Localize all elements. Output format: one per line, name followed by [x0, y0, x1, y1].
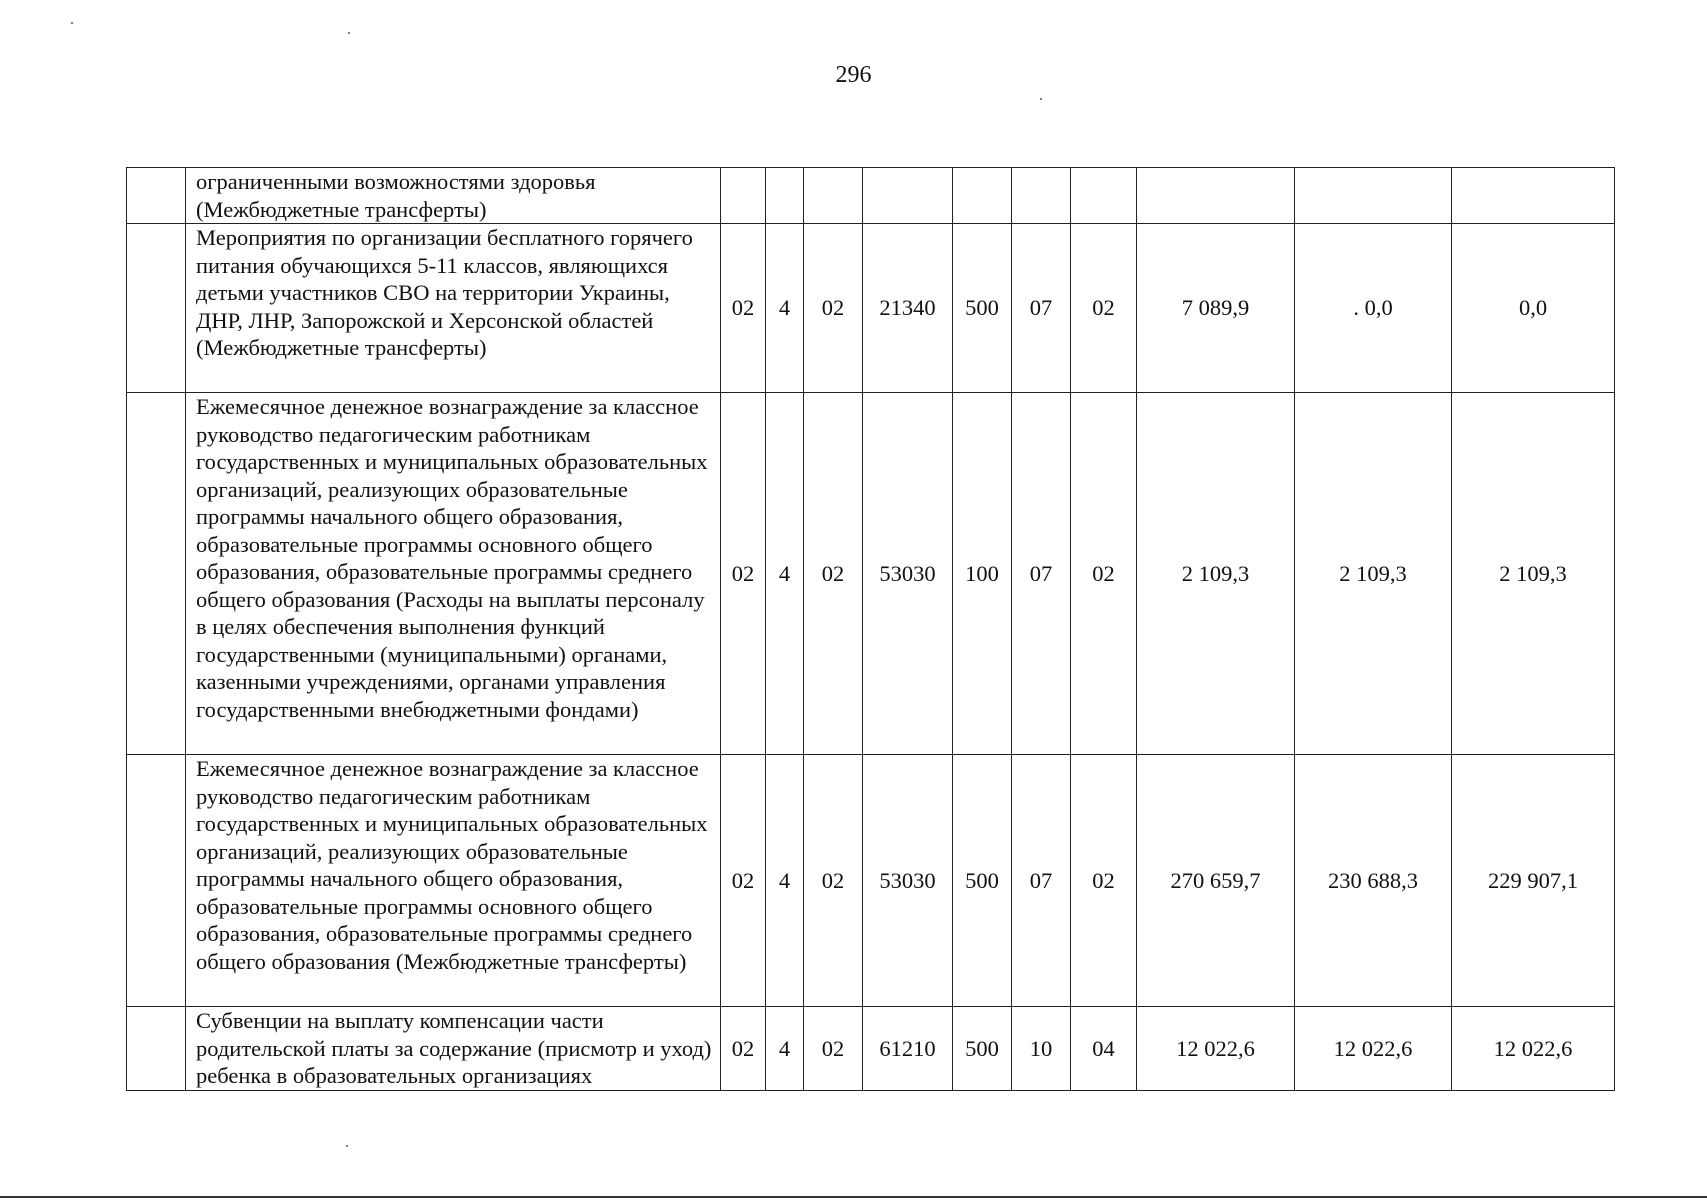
row-description: Ежемесячное денежное вознаграждение за классное руководство педагогическим работникам государственных и муниципальных образовательных организаций, реализующих образовательные программы начального общего образования, образовательные программы основного общего образования, образовательные программы среднего общего образования (Межбюджетные трансферты)	[186, 755, 721, 1007]
amount-year-3	[1452, 168, 1615, 224]
scan-speck	[1040, 98, 1042, 100]
code-section: 07	[1012, 224, 1071, 393]
amount-year-2: 12 022,6	[1295, 1007, 1452, 1091]
code-expense-type: 500	[953, 224, 1012, 393]
code-section	[1012, 168, 1071, 224]
row-index-cell	[127, 755, 186, 1007]
code-subprogram: 02	[804, 224, 863, 393]
code-expense-type: 100	[953, 393, 1012, 755]
code-subprogram-type: 4	[766, 1007, 804, 1091]
row-description: Мероприятия по организации бесплатного горячего питания обучающихся 5-11 классов, являющихся детьми участников СВО на территории Украины, ДНР, ЛНР, Запорожской и Херсонской областей (Межбюджетные трансферты)	[186, 224, 721, 393]
code-subsection: 02	[1071, 224, 1137, 393]
amount-year-2: . 0,0	[1295, 224, 1452, 393]
row-index-cell	[127, 224, 186, 393]
code-program: 02	[721, 755, 766, 1007]
code-program: 02	[721, 224, 766, 393]
code-subprogram: 02	[804, 1007, 863, 1091]
code-subprogram-type	[766, 168, 804, 224]
code-section: 07	[1012, 755, 1071, 1007]
amount-year-1: 7 089,9	[1137, 224, 1295, 393]
code-expense-type: 500	[953, 755, 1012, 1007]
code-expense-type: 500	[953, 1007, 1012, 1091]
code-subprogram: 02	[804, 393, 863, 755]
row-index-cell	[127, 1007, 186, 1091]
page-number: 296	[835, 62, 872, 88]
code-program	[721, 168, 766, 224]
code-section: 10	[1012, 1007, 1071, 1091]
row-description: Субвенции на выплату компенсации части родительской платы за содержание (присмотр и уход) ребенка в образовательных организациях	[186, 1007, 721, 1091]
code-subsection: 02	[1071, 393, 1137, 755]
code-direction: 53030	[863, 393, 953, 755]
code-subsection: 02	[1071, 755, 1137, 1007]
code-direction	[863, 168, 953, 224]
scan-speck	[71, 22, 73, 24]
code-expense-type	[953, 168, 1012, 224]
table-row	[127, 393, 1615, 755]
code-subprogram	[804, 168, 863, 224]
code-subsection: 04	[1071, 1007, 1137, 1091]
scan-speck	[346, 1145, 348, 1147]
scan-speck	[348, 32, 350, 34]
amount-year-2: 230 688,3	[1295, 755, 1452, 1007]
row-index-cell	[127, 168, 186, 224]
amount-year-3: 2 109,3	[1452, 393, 1615, 755]
table-row	[127, 224, 1615, 393]
amount-year-1: 270 659,7	[1137, 755, 1295, 1007]
row-index-cell	[127, 393, 186, 755]
code-direction: 61210	[863, 1007, 953, 1091]
amount-year-3: 0,0	[1452, 224, 1615, 393]
amount-year-1: 12 022,6	[1137, 1007, 1295, 1091]
code-section: 07	[1012, 393, 1071, 755]
table-row	[127, 755, 1615, 1007]
code-direction: 53030	[863, 755, 953, 1007]
amount-year-1	[1137, 168, 1295, 224]
amount-year-1: 2 109,3	[1137, 393, 1295, 755]
table-row	[127, 168, 1615, 224]
scan-edge-line	[0, 1196, 1707, 1198]
amount-year-3: 12 022,6	[1452, 1007, 1615, 1091]
code-subprogram: 02	[804, 755, 863, 1007]
code-program: 02	[721, 393, 766, 755]
amount-year-2	[1295, 168, 1452, 224]
amount-year-2: 2 109,3	[1295, 393, 1452, 755]
row-description: ограниченными возможностями здоровья (Межбюджетные трансферты)	[186, 168, 721, 224]
budget-table	[126, 167, 1615, 1091]
amount-year-3: 229 907,1	[1452, 755, 1615, 1007]
row-description: Ежемесячное денежное вознаграждение за классное руководство педагогическим работникам государственных и муниципальных образовательных организаций, реализующих образовательные программы начального общего образования, образовательные программы основного общего образования, образовательные программы среднего общего образования (Расходы на выплаты персоналу в целях обеспечения выполнения функций государственными (муниципальными) органами, казенными учреждениями, органами управления государственными внебюджетными фондами)	[186, 393, 721, 755]
table-row	[127, 1007, 1615, 1091]
code-subprogram-type: 4	[766, 224, 804, 393]
code-direction: 21340	[863, 224, 953, 393]
code-program: 02	[721, 1007, 766, 1091]
code-subsection	[1071, 168, 1137, 224]
code-subprogram-type: 4	[766, 755, 804, 1007]
code-subprogram-type: 4	[766, 393, 804, 755]
